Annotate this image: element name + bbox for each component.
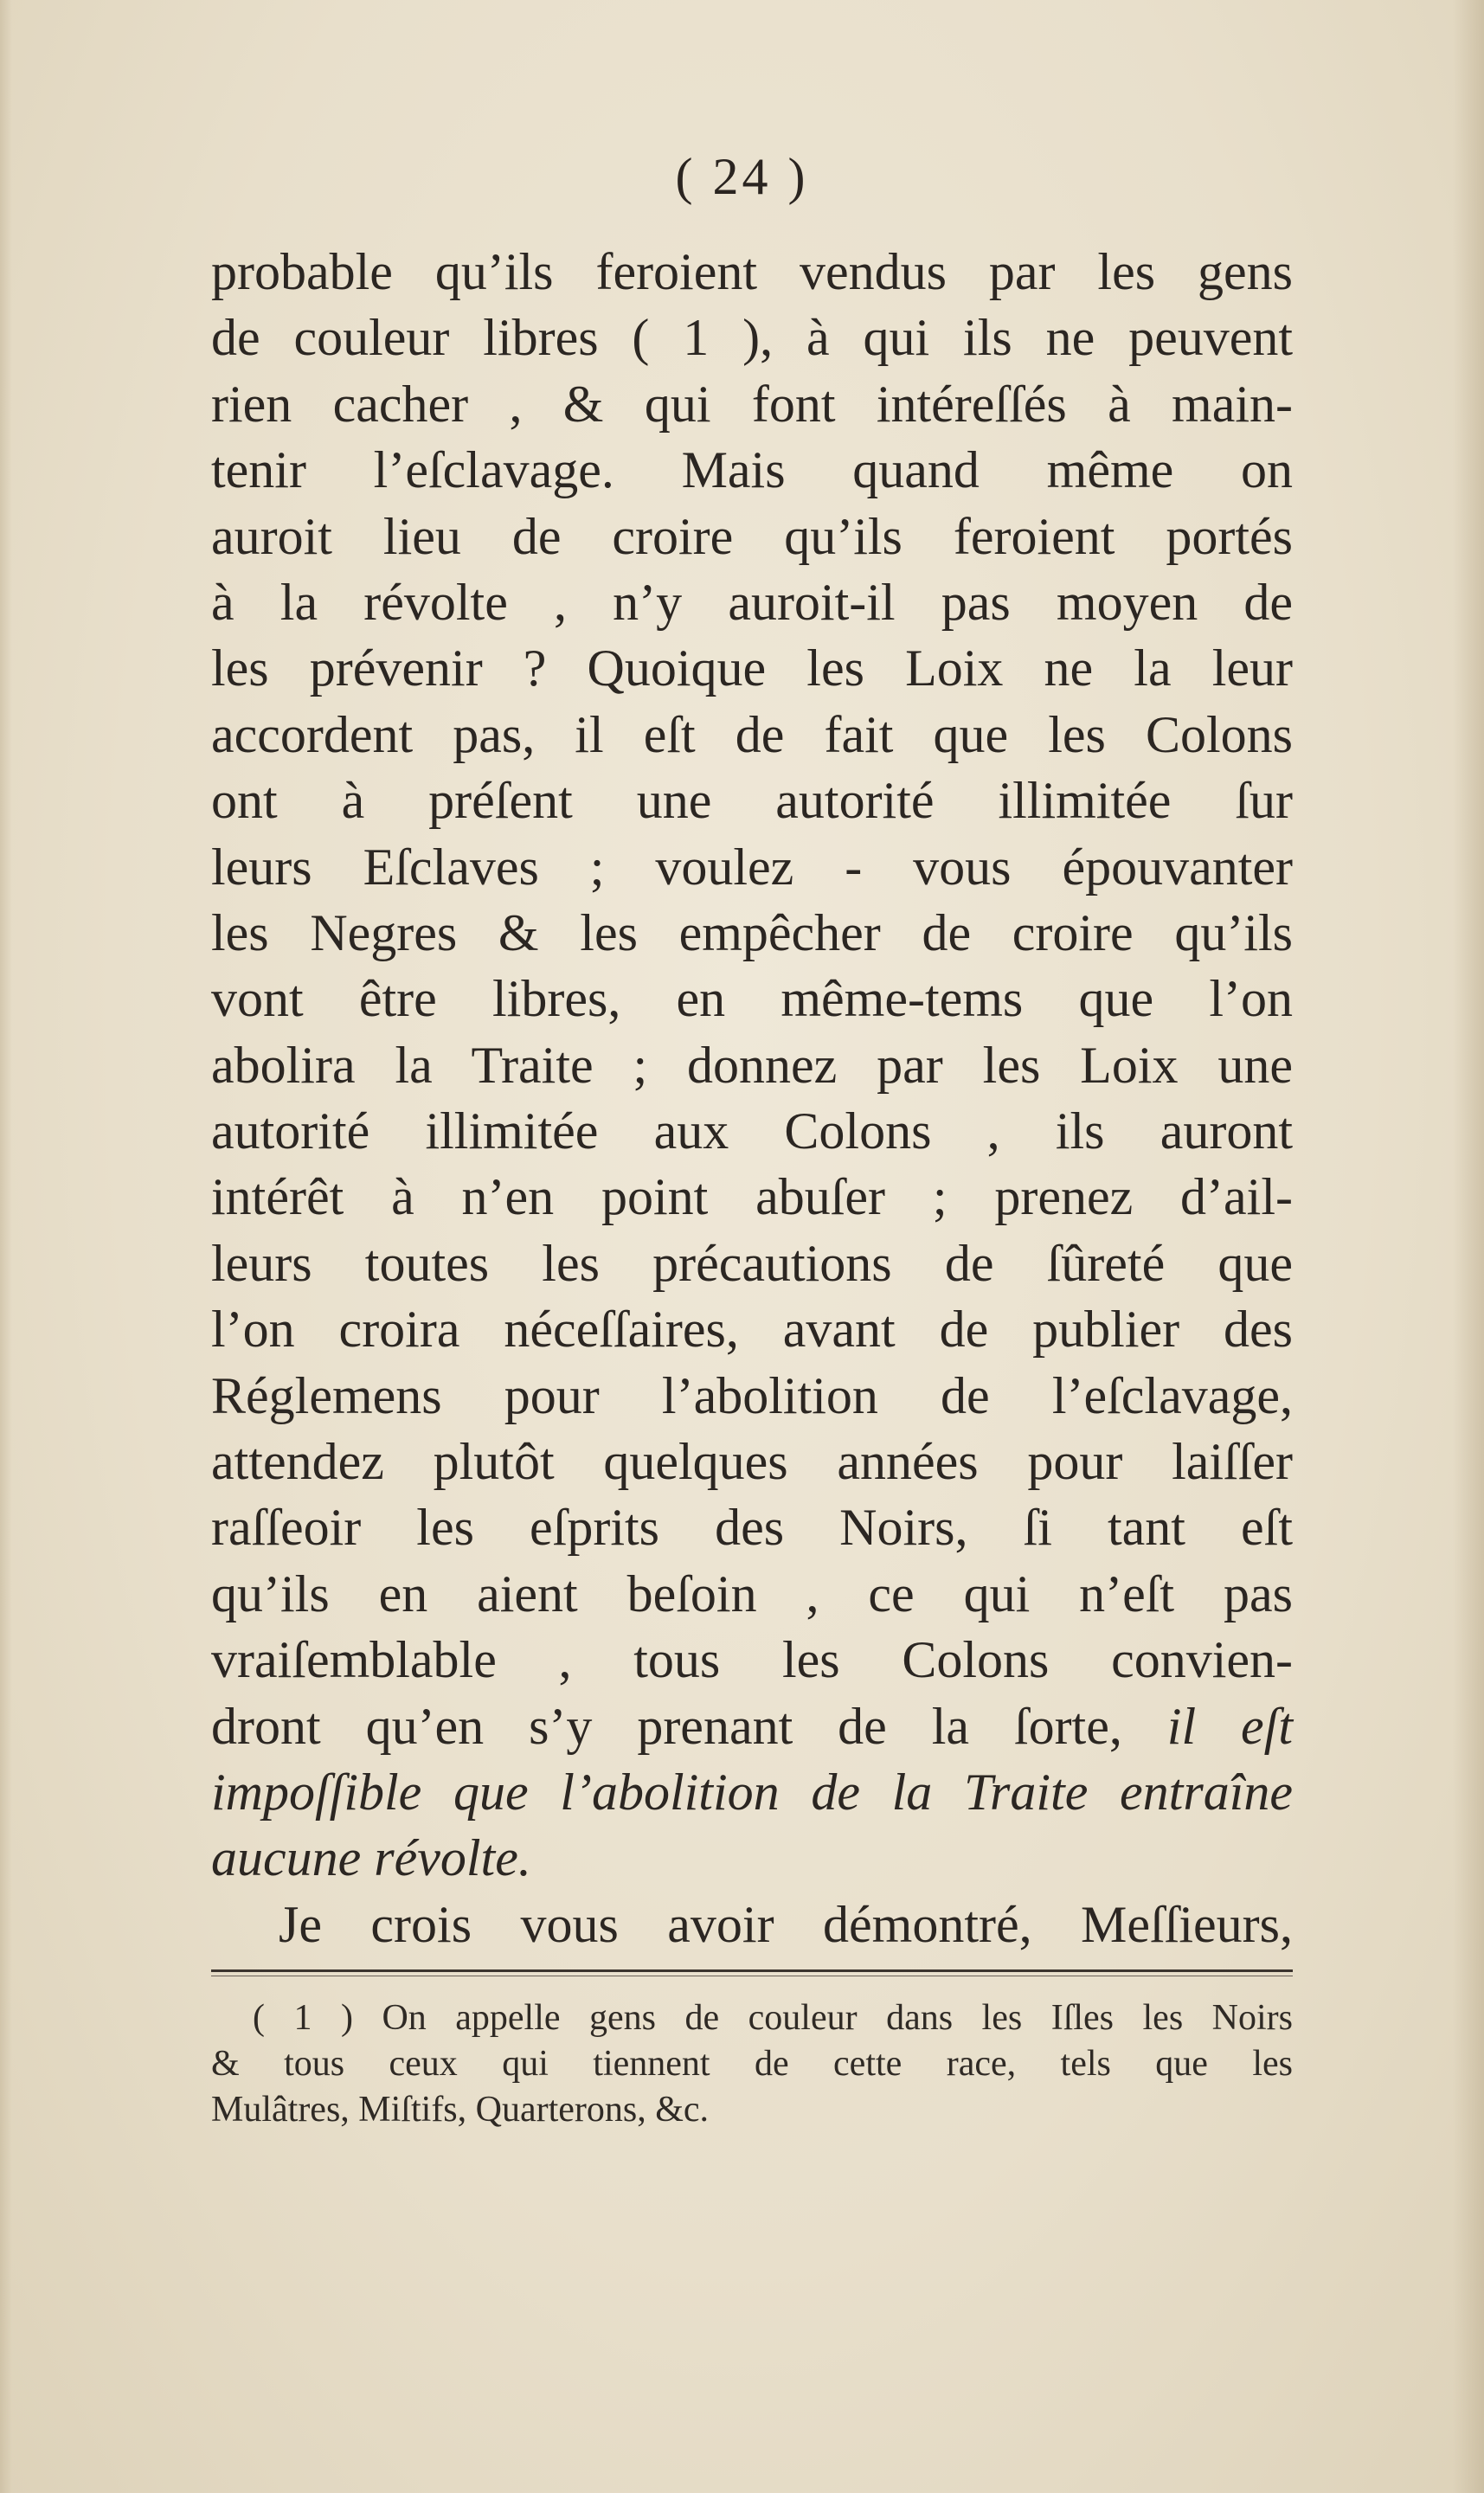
- body-line-with-italic: [211, 1693, 1293, 1759]
- paragraph-start-line: Je crois vous avoir démontré, Meſſieurs,: [279, 1895, 1293, 1953]
- body-text: [211, 239, 1293, 1957]
- footnote: [211, 1995, 1293, 2133]
- body-line: probable qu’ils feroient vendus par les gens: [211, 243, 1293, 300]
- italic-emphasis: il eſt: [1166, 1697, 1294, 1755]
- footnote-line: & tous ceux qui tiennent de cette race, tels que les: [211, 2044, 1293, 2084]
- italic-line: impoſſible que l’abolition de la Traite entraîne: [211, 1763, 1293, 1821]
- body-line: les Negres & les empêcher de croire qu’ils: [211, 903, 1293, 961]
- body-line: leurs toutes les précautions de ſûreté que: [211, 1234, 1293, 1292]
- body-line: à la révolte , n’y auroit-il pas moyen de: [211, 573, 1293, 631]
- body-line: vraiſemblable , tous les Colons convien-: [211, 1631, 1293, 1689]
- body-line: abolira la Traite ; donnez par les Loix une: [211, 1036, 1293, 1094]
- body-line: auroit lieu de croire qu’ils feroient portés: [211, 507, 1293, 565]
- body-line: l’on croira néceſſaires, avant de publier des: [211, 1301, 1293, 1359]
- body-line: les prévenir ? Quoique les Loix ne la leur: [211, 639, 1293, 697]
- body-line: rien cacher , & qui font intéreſſés à main-: [211, 375, 1293, 433]
- body-line: Réglemens pour l’abolition de l’eſclavage,: [211, 1366, 1293, 1424]
- page-number-header: ( 24 ): [675, 148, 809, 205]
- body-line: tenir l’eſclavage. Mais quand même on: [211, 441, 1293, 499]
- body-line: qu’ils en aient beſoin , ce qui n’eſt pas: [211, 1565, 1293, 1622]
- body-line: dront qu’en s’y prenant de la ſorte,: [211, 1697, 1122, 1755]
- body-line: attendez plutôt quelques années pour laiſſer: [211, 1433, 1293, 1491]
- body-line: intérêt à n’en point abuſer ; prenez d’ail-: [211, 1168, 1293, 1226]
- footnote-line: ( 1 ) On appelle gens de couleur dans les Iſles les Noirs: [253, 1998, 1293, 2038]
- body-line: raſſeoir les eſprits des Noirs, ſi tant eſt: [211, 1499, 1293, 1557]
- body-line: ont à préſent une autorité illimitée ſur: [211, 772, 1293, 830]
- footnote-line: Mulâtres, Miſtifs, Quarterons, &c.: [211, 2090, 710, 2130]
- body-line: leurs Eſclaves ; voulez - vous épouvanter: [211, 838, 1293, 896]
- body-line: de couleur libres ( 1 ), à qui ils ne peuvent: [211, 309, 1293, 367]
- footnote-rule: [211, 1969, 1293, 1972]
- body-line: accordent pas, il eſt de fait que les Colons: [211, 705, 1293, 763]
- page-edge-shadow-right: [1453, 0, 1484, 2493]
- body-line: vont être libres, en même-tems que l’on: [211, 970, 1293, 1028]
- body-line: autorité illimitée aux Colons , ils auront: [211, 1102, 1293, 1160]
- page-edge-shadow-left: [0, 0, 12, 2493]
- italic-line: aucune révolte.: [211, 1829, 531, 1887]
